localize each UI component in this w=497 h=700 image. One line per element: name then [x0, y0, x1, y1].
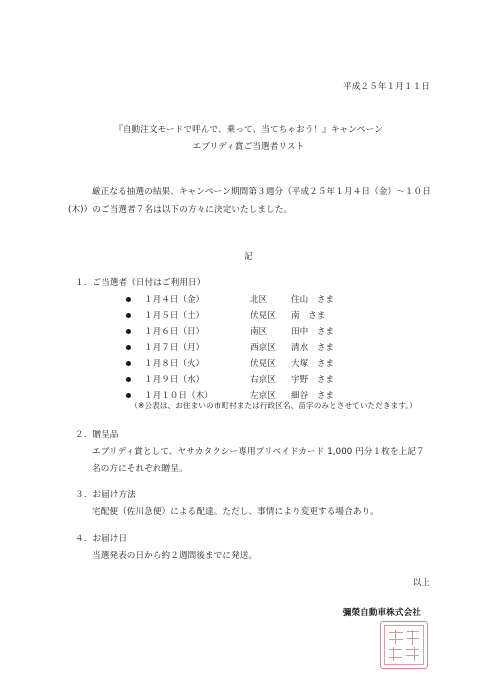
bullet-icon [126, 377, 131, 382]
section4-line-1: 当選発表の日から約２週間後までに発送。 [92, 551, 258, 561]
winner-name: 大塚 さま [291, 359, 334, 369]
section4-heading: ４．お届け日 [75, 534, 128, 544]
winner-row [126, 359, 386, 370]
seal-stroke [406, 655, 419, 656]
winner-ward: 伏見区 [250, 359, 276, 369]
seal-stroke [406, 649, 419, 650]
winner-name: 南 さま [291, 311, 326, 321]
section3-line-1: 宅配便（佐川急便）による配達。ただし、事情により変更する場合あり。 [92, 507, 379, 517]
winner-row [126, 343, 386, 354]
winner-date: １月９日（水） [144, 375, 205, 385]
bullet-icon [126, 313, 131, 318]
closing-mark: 以上 [412, 578, 430, 588]
winner-name: 細谷 さま [291, 391, 334, 401]
seal-stroke [395, 630, 396, 644]
winner-name: 田中 さま [291, 327, 334, 337]
winner-row [126, 327, 386, 338]
company-name: 彌榮自動車株式会社 [342, 608, 421, 618]
winner-ward: 西京区 [250, 343, 276, 353]
winner-ward: 北区 [250, 295, 268, 305]
section1-heading: １．ご当選者（日付はご利用日） [75, 278, 206, 288]
section3-heading: ３．お届け方法 [75, 490, 136, 500]
winner-row [126, 295, 386, 306]
winner-row [126, 375, 386, 386]
winner-date: １月８日（火） [144, 359, 205, 369]
winner-ward: 南区 [250, 327, 268, 337]
intro-line-2: (木)）のご当選者７名は以下の方々に決定いたしました。 [68, 205, 293, 215]
winner-name: 清水 さま [291, 343, 334, 353]
ki-heading: 記 [244, 252, 253, 262]
seal-stroke [389, 632, 403, 633]
section2-line-2: 名の方にそれぞれ贈呈。 [92, 464, 188, 474]
winner-date: １月１０日（木） [144, 391, 213, 401]
winner-date: １月６日（日） [144, 327, 205, 337]
winner-ward: 伏見区 [250, 311, 276, 321]
intro-line-1: 厳正なる抽選の結果、キャンペーン期間第３週分（平成２５年１月４日（金）～１０日 [92, 187, 431, 197]
company-seal-icon [380, 621, 428, 669]
disclosure-note: （※公表は、お住まいの市町村または行政区名、苗字のみとさせていただきます。） [130, 401, 417, 410]
winner-row [126, 311, 386, 322]
bullet-icon [126, 297, 131, 302]
issue-date: 平成２５年１月１１日 [343, 82, 430, 92]
winner-ward: 右京区 [250, 375, 276, 385]
winner-ward: 左京区 [250, 391, 276, 401]
winner-name: 住山 さま [291, 295, 334, 305]
seal-stroke [393, 647, 394, 661]
seal-stroke [389, 639, 403, 640]
section2-line-1: エブリディ賞として、ヤサカタクシー専用プリペイドカード 1,000 円分１枚を上記７ [92, 447, 425, 457]
winner-date: １月５日（土） [144, 311, 205, 321]
winner-date: １月７日（月） [144, 343, 205, 353]
campaign-title: 『自動注文モードで呼んで、乗って、当てちゃおう！』キャンペーン [114, 125, 383, 135]
list-title: エブリディ賞ご当選者リスト [192, 142, 305, 152]
winner-name: 宇野 さま [291, 375, 334, 385]
winner-date: １月４日（金） [144, 295, 205, 305]
seal-stroke [407, 638, 419, 639]
bullet-icon [126, 345, 131, 350]
seal-stroke [389, 649, 402, 650]
seal-stroke [414, 647, 415, 661]
bullet-icon [126, 329, 131, 334]
bullet-icon [126, 361, 131, 366]
seal-stroke [407, 631, 419, 632]
seal-stroke [389, 657, 402, 658]
section2-heading: ２．贈呈品 [75, 430, 119, 440]
bullet-icon [126, 393, 131, 398]
